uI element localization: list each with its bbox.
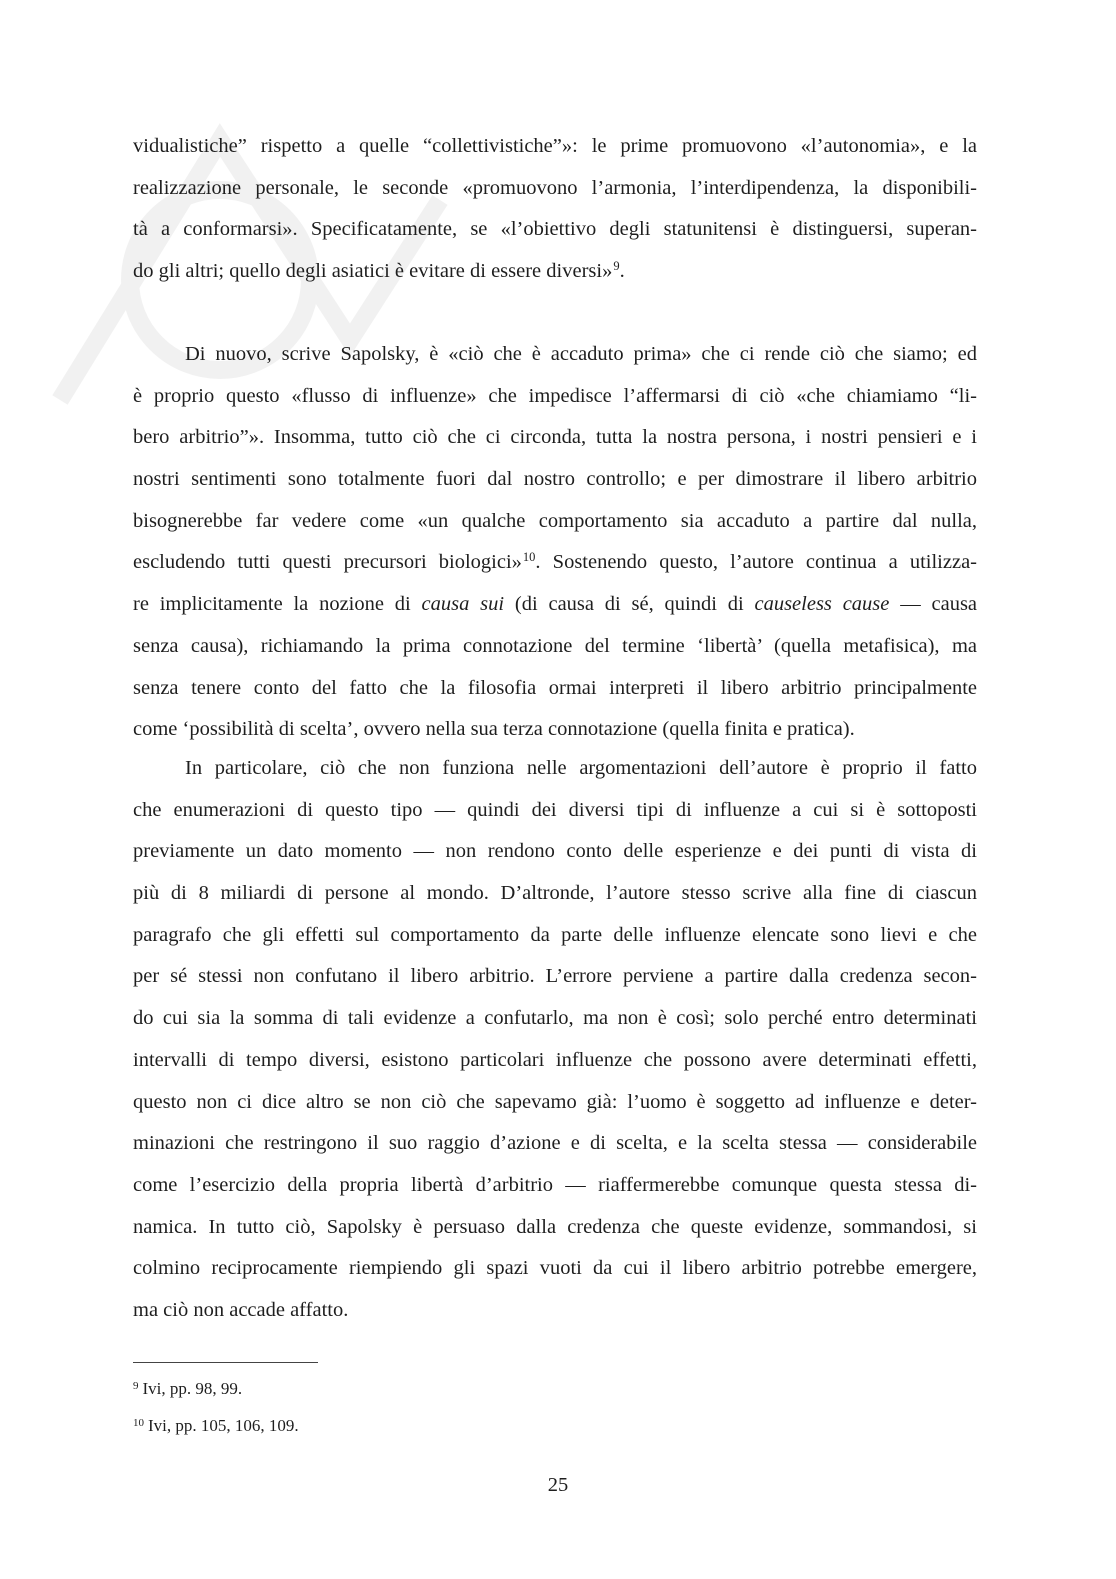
line-text: previamente un dato momento — non rendono conto delle esperienze e dei punti di vista di — [133, 840, 977, 863]
line-text: più di 8 miliardi di persone al mondo. D’altronde, l’autore stesso scrive alla fine di ciascun — [133, 882, 977, 905]
footnote-separator — [133, 1362, 318, 1363]
text-line — [133, 459, 977, 501]
line-text: senza tenere conto del fatto che la filosofia ormai interpreti il libero arbitrio principalmente — [133, 676, 977, 699]
line-text: bisognerebbe far vedere come «un qualche comportamento sia accaduto a partire dal nulla, — [133, 509, 977, 532]
line-text: come l’esercizio della propria libertà d’arbitrio — riaffermerebbe comunque questa stessa di- — [133, 1173, 977, 1196]
text-line — [133, 1040, 977, 1082]
text-line — [133, 209, 977, 251]
line-text: bero arbitrio”». Insomma, tutto ciò che ci circonda, tutta la nostra persona, i nostri pensieri e i — [133, 426, 977, 449]
line-text: — causa — [889, 593, 978, 616]
text-line — [133, 501, 977, 543]
footnote-number: 10 — [133, 1417, 144, 1429]
footnote-text: Ivi, pp. 98, 99. — [142, 1379, 243, 1398]
text-line — [133, 126, 977, 168]
footnote — [133, 1412, 299, 1449]
line-text: Di nuovo, scrive Sapolsky, è «ciò che è accaduto prima» che ci rende ciò che siamo; ed — [185, 343, 977, 365]
line-text: questo non ci dice altro se non ciò che sapevamo già: l’uomo è soggetto ad influenze e deter- — [133, 1090, 977, 1113]
line-text: namica. In tutto ciò, Sapolsky è persuaso dalla credenza che queste evidenze, sommandosi, si — [133, 1215, 977, 1238]
footnotes — [133, 1375, 299, 1449]
line-text: intervalli di tempo diversi, esistono particolari influenze che possono avere determinati effetti, — [133, 1048, 977, 1071]
line-text: come ‘possibilità di scelta’, ovvero nella sua terza connotazione (quella finita e pratica). — [133, 718, 855, 741]
page-number: 25 — [547, 1474, 569, 1496]
line-text: minazioni che restringono il suo raggio d’azione e di scelta, e la scelta stessa — considerabile — [133, 1132, 977, 1155]
line-text: per sé stessi non confutano il libero arbitrio. L’errore perviene a partire dalla credenza secon- — [133, 965, 977, 988]
line-text: colmino reciprocamente riempiendo gli spazi vuoti da cui il libero arbitrio potrebbe emergere, — [133, 1257, 977, 1280]
text-line — [133, 1082, 977, 1124]
text-line — [133, 873, 977, 915]
text-line — [133, 1290, 977, 1332]
line-text: . Sostenendo questo, l’autore continua a utilizza- — [535, 551, 977, 574]
italic-term: causa sui — [421, 593, 505, 616]
line-text: ma ciò non accade affatto. — [133, 1298, 349, 1321]
text-line — [133, 1207, 977, 1249]
footnote-text: Ivi, pp. 105, 106, 109. — [148, 1416, 299, 1435]
footnote-number: 9 — [133, 1380, 139, 1392]
italic-term: causeless cause — [754, 593, 890, 616]
text-line — [133, 915, 977, 957]
line-text: è proprio questo «flusso di influenze» che impedisce l’affermarsi di ciò «che chiamiamo “li- — [133, 384, 977, 407]
text-line — [133, 831, 977, 873]
text-line — [133, 1123, 977, 1165]
text-line — [133, 790, 977, 832]
paragraph-3 — [133, 748, 977, 1332]
paragraph-2 — [133, 334, 977, 751]
line-text: do cui sia la somma di tali evidenze a confutarlo, ma non è così; solo perché entro determinati — [133, 1007, 977, 1030]
text-line — [133, 376, 977, 418]
footnote-ref: 10 — [522, 550, 536, 565]
text-line — [133, 584, 977, 626]
line-text: che enumerazioni di questo tipo — quindi dei diversi tipi di influenze a cui si è sottoposti — [133, 798, 977, 821]
line-text: tà a conformarsi». Specificatamente, se «l’obiettivo degli statunitensi è distinguersi, superan- — [133, 218, 977, 241]
paragraph-1 — [133, 126, 977, 293]
text-line — [133, 251, 977, 293]
line-text: realizzazione personale, le seconde «promuovono l’armonia, l’interdipendenza, la disponibili- — [133, 176, 977, 199]
text-line — [133, 668, 977, 710]
footnote-ref: 9 — [613, 259, 620, 274]
line-text: In particolare, ciò che non funziona nelle argomentazioni dell’autore è proprio il fatto — [185, 757, 977, 779]
text-line — [133, 1165, 977, 1207]
text-line — [133, 1248, 977, 1290]
line-text: escludendo tutti questi precursori biologici» — [133, 551, 522, 574]
line-text: re implicitamente la nozione di — [133, 593, 422, 616]
text-line — [133, 168, 977, 210]
text-line — [133, 542, 977, 584]
line-text: do gli altri; quello degli asiatici è evitare di essere diversi» — [133, 260, 613, 283]
line-text: paragrafo che gli effetti sul comportamento da parte delle influenze elencate sono lievi e che — [133, 923, 977, 946]
text-line — [133, 748, 977, 790]
footnote — [133, 1375, 299, 1412]
text-line — [133, 956, 977, 998]
text-line — [133, 709, 977, 751]
line-text: senza causa), richiamando la prima connotazione del termine ‘libertà’ (quella metafisica), ma — [133, 634, 977, 657]
line-text: (di causa di sé, quindi di — [504, 593, 755, 616]
line-text: vidualistiche” rispetto a quelle “collettivistiche”»: le prime promuovono «l’autonomia», e la — [133, 135, 977, 157]
text-line — [133, 334, 977, 376]
line-text: . — [619, 260, 625, 283]
text-line — [133, 998, 977, 1040]
text-line — [133, 626, 977, 668]
line-text: nostri sentimenti sono totalmente fuori dal nostro controllo; e per dimostrare il libero arbitrio — [133, 468, 977, 491]
text-line — [133, 417, 977, 459]
